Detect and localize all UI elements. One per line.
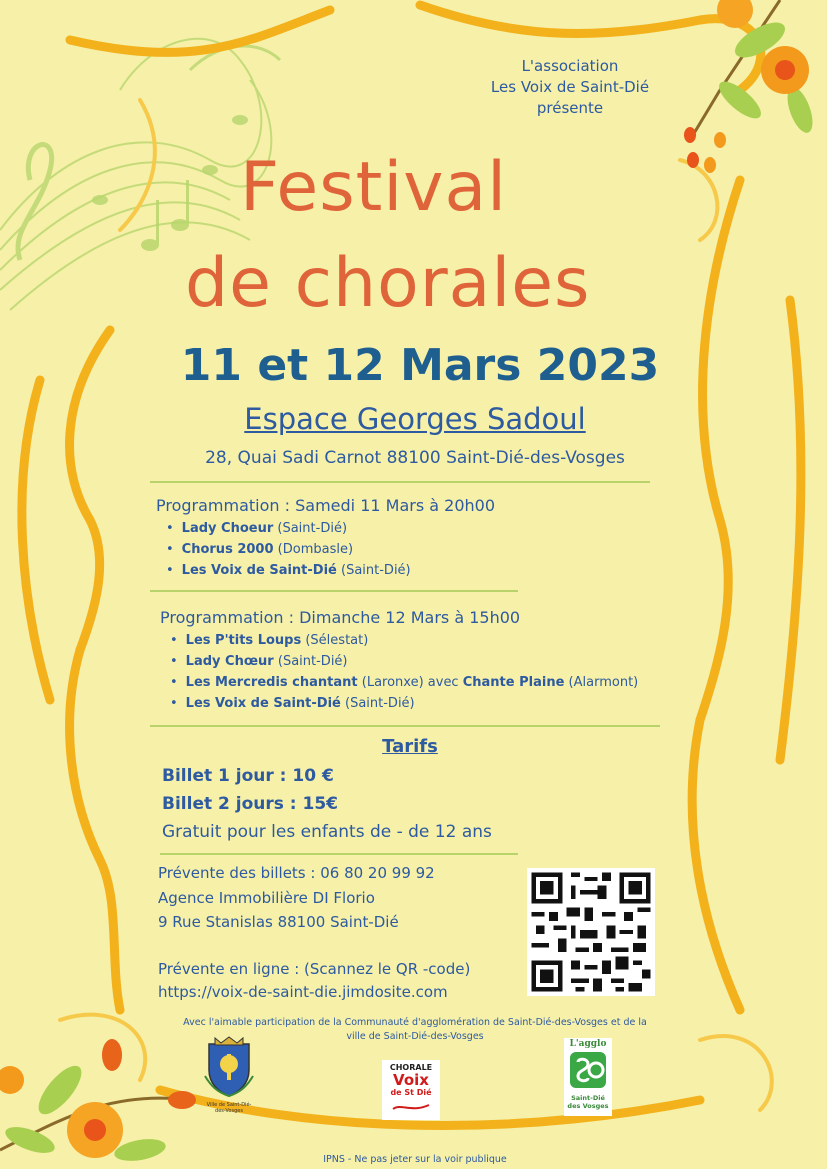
venue-address: 28, Quai Sadi Carnot 88100 Saint-Dié-des-Vosges	[205, 448, 625, 468]
tarif-one-day: Billet 1 jour : 10 €	[162, 766, 334, 786]
list-item: • Les Mercredis chantant (Laronxe) avec Chante Plaine (Alarmont)	[170, 672, 638, 693]
flowers-bottom-left	[0, 1039, 196, 1164]
logo-ville-caption: Ville de Saint-Dié-des-Vosges	[206, 1102, 252, 1114]
presale-url[interactable]: https://voix-de-saint-die.jimdosite.com	[158, 983, 448, 1001]
separator	[150, 481, 650, 483]
programme-heading-day1: Programmation : Samedi 11 Mars à 20h00	[156, 496, 495, 515]
title-line-1: Festival	[240, 148, 508, 227]
event-dates: 11 et 12 Mars 2023	[180, 340, 660, 391]
title-line-2: de chorales	[185, 244, 591, 323]
presale-agency: Agence Immobilière DI Florio	[158, 889, 375, 907]
separator	[160, 853, 518, 855]
presale-online: Prévente en ligne : (Scannez le QR -code)	[158, 960, 471, 978]
logo-chorale-voix: CHORALE Voix de St Dié	[382, 1060, 440, 1120]
list-item: • Lady Chœur (Saint-Dié)	[170, 651, 638, 672]
list-item: • Les Voix de Saint-Dié (Saint-Dié)	[170, 693, 638, 714]
programme-list-day2	[170, 630, 638, 714]
organizer-line-1: L'association	[521, 57, 619, 75]
footer-ipns: IPNS - Ne pas jeter sur la voir publique	[323, 1154, 507, 1165]
coat-of-arms-icon	[203, 1036, 255, 1098]
tarif-children: Gratuit pour les enfants de - de 12 ans	[162, 822, 492, 842]
separator	[150, 725, 660, 727]
qr-code-icon	[527, 868, 655, 996]
list-item: • Chorus 2000 (Dombasle)	[166, 539, 411, 560]
organizer-line-2: Les Voix de Saint-Dié	[490, 78, 650, 96]
music-note-icon	[391, 1101, 431, 1113]
organizer-block	[450, 56, 690, 119]
tarifs-title: Tarifs	[382, 736, 438, 757]
qr-code[interactable]	[527, 868, 655, 996]
venue-name: Espace Georges Sadoul	[244, 402, 586, 436]
programme-heading-day2: Programmation : Dimanche 12 Mars à 15h00	[160, 608, 521, 627]
tarif-two-days: Billet 2 jours : 15€	[162, 794, 338, 814]
list-item: • Les P'tits Loups (Sélestat)	[170, 630, 638, 651]
separator	[150, 590, 518, 592]
agglo-logo-icon	[568, 1050, 608, 1090]
organizer-line-3: présente	[536, 99, 604, 117]
list-item: • Lady Choeur (Saint-Dié)	[166, 518, 411, 539]
partners-text: Avec l'aimable participation de la Communauté d'agglomération de Saint-Dié-des-Vosges et de la ville de Saint-Dié-des-Vosges	[183, 1017, 647, 1042]
list-item: • Les Voix de Saint-Dié (Saint-Dié)	[166, 560, 411, 581]
presale-phone: Prévente des billets : 06 80 20 99 92	[158, 864, 435, 882]
presale-agency-address: 9 Rue Stanislas 88100 Saint-Dié	[158, 913, 399, 931]
logo-ville-saint-die	[203, 1036, 255, 1112]
logo-agglo: L'agglo Saint-Dié des Vosges	[564, 1038, 612, 1116]
programme-list-day1	[166, 518, 411, 581]
